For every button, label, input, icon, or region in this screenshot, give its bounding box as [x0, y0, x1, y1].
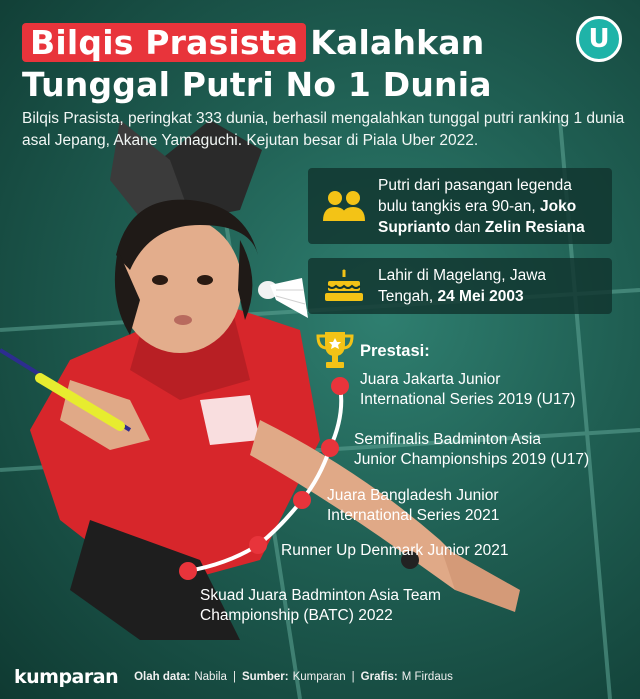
parents-lead: Putri dari pasangan legenda bulu tangkis era 90-an, — [378, 176, 572, 215]
achievement-line: Juara Bangladesh Junior — [327, 487, 499, 504]
birth-place: Lahir di Magelang, Jawa Tengah, — [378, 267, 547, 305]
achievement-item — [281, 541, 508, 561]
brand-badge-icon — [576, 16, 622, 62]
title-line-2: Tunggal Putri No 1 Dunia — [22, 65, 492, 104]
achievement-item — [354, 430, 589, 470]
graphic-value: M Firdaus — [401, 671, 453, 683]
data-label: Olah data: — [134, 671, 191, 683]
footer-separator: | — [351, 671, 355, 683]
birth-text — [378, 265, 602, 307]
achievement-line: Semifinalis Badminton Asia — [354, 431, 541, 448]
credits-footer — [0, 655, 640, 699]
parents-text — [378, 175, 602, 238]
achievement-line: Championship (BATC) 2022 — [200, 607, 393, 624]
achievements-label: Prestasi: — [360, 342, 430, 360]
achievement-line: Juara Jakarta Junior — [360, 371, 501, 388]
source-label: Sumber: — [241, 671, 289, 683]
people-icon — [318, 186, 370, 226]
father-name: Joko Suprianto — [378, 197, 577, 236]
achievement-line: International Series 2019 (U17) — [360, 391, 576, 408]
birthday-cake-icon — [318, 266, 370, 306]
brand-badge-letter: U — [588, 24, 610, 54]
kumparan-logo: kumparan — [14, 666, 119, 688]
shuttlecock-icon — [258, 278, 308, 318]
parents-info-box — [308, 168, 612, 244]
birth-date: 24 Mei 2003 — [437, 288, 524, 305]
achievement-item — [327, 486, 499, 526]
footer-separator: | — [232, 671, 236, 683]
lead-paragraph: Bilqis Prasista, peringkat 333 dunia, berhasil mengalahkan tunggal putri ranking 1 dunia asal Jepang, Akane Yamaguchi. Kejutan besar di Piala Uber 2022. — [22, 110, 625, 149]
achievement-line: Skuad Juara Badminton Asia Team — [200, 587, 441, 604]
achievement-item — [200, 586, 441, 626]
source-value: Kumparan — [292, 671, 346, 683]
birth-info-box — [308, 258, 612, 314]
achievement-item — [360, 370, 575, 410]
graphic-label: Grafis: — [360, 671, 398, 683]
achievement-line: International Series 2021 — [327, 507, 500, 524]
title-rest: Kalahkan — [310, 23, 485, 62]
title-highlight: Bilqis Prasista — [22, 23, 306, 62]
achievement-line: Junior Championships 2019 (U17) — [354, 451, 590, 468]
achievement-line: Runner Up Denmark Junior 2021 — [281, 542, 509, 559]
page-title — [22, 22, 492, 106]
data-value: Nabila — [194, 671, 227, 683]
parents-and: dan — [454, 218, 481, 236]
trophy-icon — [316, 330, 354, 370]
mother-name: Zelin Resiana — [484, 218, 585, 236]
